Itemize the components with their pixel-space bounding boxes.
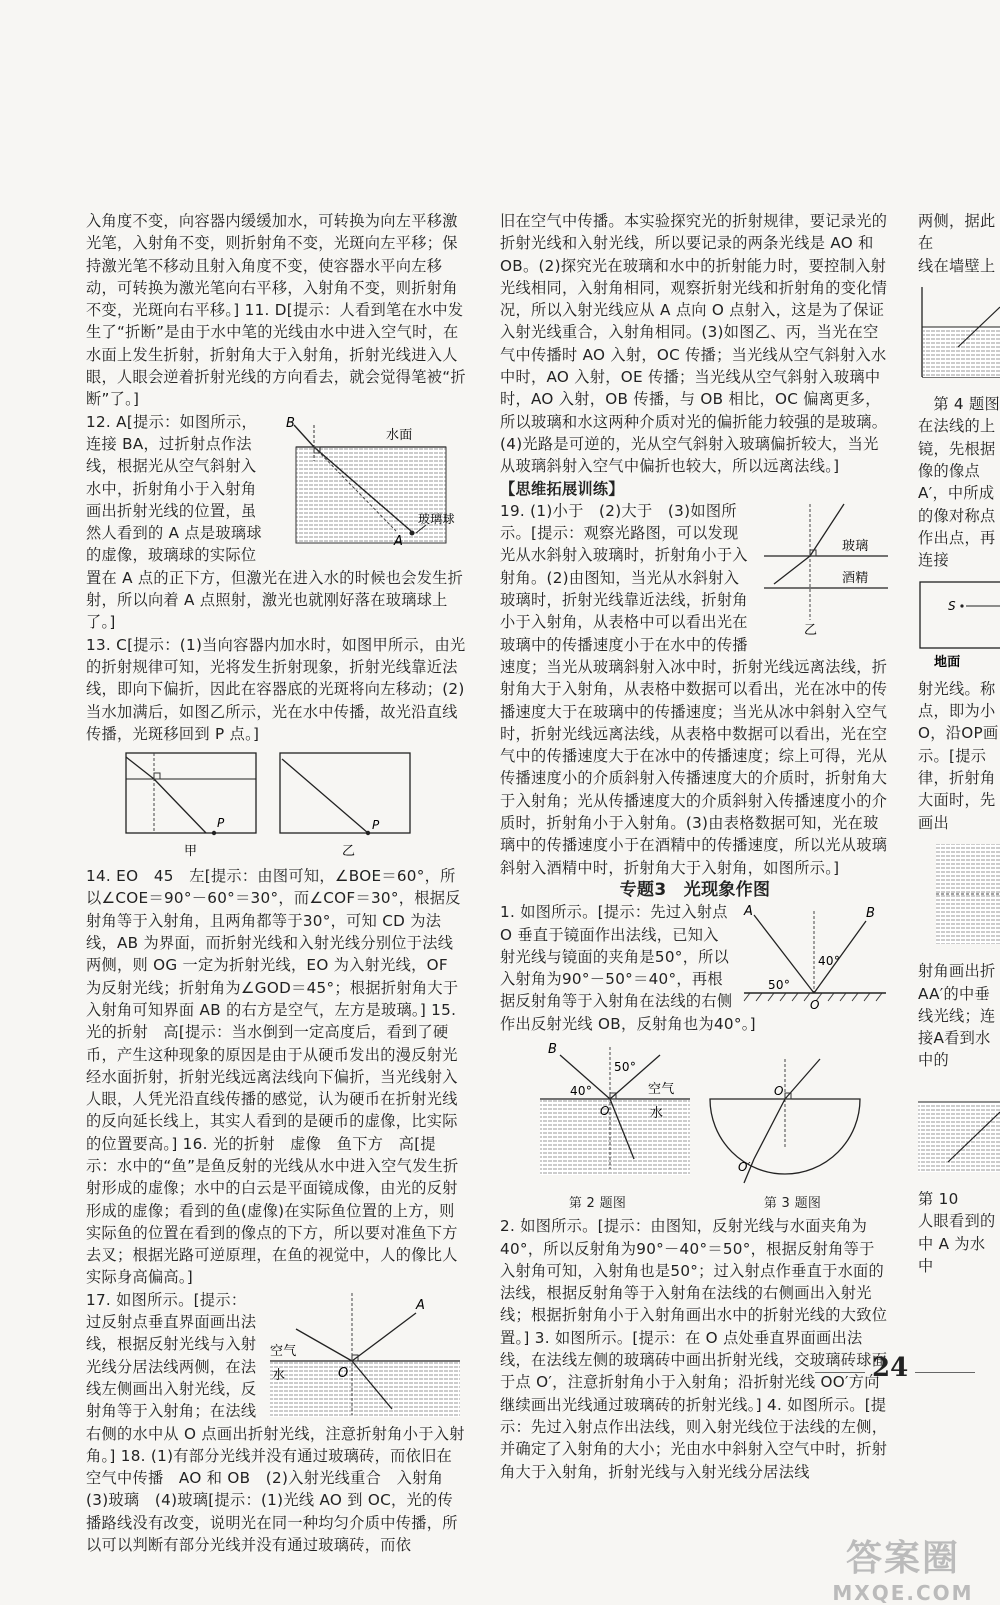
glass-ball — [410, 530, 415, 535]
label-o: O — [600, 1103, 610, 1118]
label-glass-ball: 玻璃球 — [418, 511, 455, 526]
figure-ground — [918, 572, 1000, 672]
angle-40: 40° — [570, 1083, 593, 1098]
caption-4: 第 4 题图 — [933, 395, 1000, 414]
figure-t9 — [918, 834, 1000, 954]
answer-text: 12. A[提示：如图所示，连接 BA，过折射点作法线，根据光从空气斜射入水中，折射角小于入射角画出折射光线的位置，虽然人看到的 A 点是玻璃球的虚像，玻璃球的实际位置在 A 点的正下方，但激光在进入水的时候也会发生折射，所以向着 A 点照射，激光也就刚好落在玻璃球上了。] — [86, 412, 464, 632]
label-o: O — [338, 1365, 349, 1381]
label-a: A — [416, 1297, 426, 1313]
column-2 — [500, 210, 890, 1483]
watermark-title: 答案圈 — [845, 1538, 960, 1579]
answer-text: 14. EO 45 左[提示：由图可知，∠BOE＝60°，所以∠COE＝90°－60°＝30°，而∠COF＝30°，根据反射角等于入射角，且两角都等于30°，可知 CD 为法线，AB 为界面，而折射光线和入射光线分别位于法线两侧，则 OG 一定为折射光线，EO 为入射光线，OF 为反射光线；折射角为∠GOD＝45°；根据折射角大于入射角可知界面 AB 的右方是空气，左方是玻璃。] 15. 光的折射 高[提示：当水倒到一定高度后，看到了硬币，产生这种现象的原因是由于从硬币发出的漫反射光经水面折射，折射光线远离法线向下偏折，当光线射入人眼，人凭光沿直线传播的感觉，认为硬币在折射光线的反向延长线上，其实人看到的是硬币的虚像，比实际的位置要高。] 16. 光的折射 虚像 鱼下方 高[提示：水中的“鱼”是鱼反射的光线从水中进入空气发生折射形成的虚像；水中的白云是平面镜成像，由光的反射形成的虚像；看到的鱼(虚像)在实际鱼位置的上方，则实际鱼的位置在看到的像点的下方，所以要对准鱼下方去叉；根据光路可逆原理，在鱼的视觉中，人的像比人实际身高偏高。] — [86, 867, 461, 1287]
label-water-surface: 水面 — [386, 427, 413, 443]
label-o: O — [810, 998, 820, 1012]
label-water: 水 — [650, 1105, 664, 1121]
answer-text: 13. C[提示：(1)当向容器内加水时，如图甲所示，由光的折射规律可知，光将发生折射现象，折射光线靠近法线，即向下偏折，因此在容器底的光斑将向左移动；(2)当水加满后，如图乙所示，光在水中传播，故光沿直线传播，光斑移回到 P 点。] — [86, 635, 466, 743]
figure-t1 — [740, 901, 890, 1011]
label-p-yi: P — [372, 818, 380, 833]
answer-text: 射光线。称点，即为小O，沿OP画示。[提示律，折射角大面时，先画出 — [918, 679, 999, 832]
figure-t4 — [918, 277, 1000, 387]
label-p-jia: P — [217, 816, 225, 831]
figure-q17 — [266, 1289, 466, 1419]
watermark-url: MXQE.COM — [832, 1581, 974, 1605]
label-s: S — [948, 598, 956, 613]
figure-q13 — [86, 749, 466, 861]
angle-50: 50° — [768, 978, 791, 993]
page-number: 24 — [872, 1353, 909, 1383]
label-a: A — [394, 533, 404, 549]
angle-40: 40° — [818, 954, 841, 969]
caption-10: 第 10 — [918, 1190, 959, 1209]
figure-t10 — [918, 1072, 1000, 1182]
figure-13-jia — [126, 753, 256, 859]
figure-13-yi — [280, 753, 410, 859]
figure-t2-t3 — [500, 1039, 890, 1189]
answer-text: 1. 如图所示。[提示：先过入射点 O 垂直于镜面作出法线，已知入射光线与镜面的夹角是50°，所以入射角为90°－50°＝40°，再根据反射角等于入射角在法线的右侧作出反射光线 OB，反射角也为40°。] — [500, 903, 756, 1033]
answer-text: 射角画出折AA′的中垂线光线；连接A看到水中的 — [918, 962, 996, 1070]
figure-q19 — [760, 500, 890, 640]
label-b: B — [286, 415, 296, 431]
angle-50: 50° — [614, 1059, 637, 1074]
caption-yi: 乙 — [804, 622, 818, 638]
label-glass: 玻璃 — [842, 538, 869, 554]
caption-2: 第 2 题图 — [568, 1195, 627, 1211]
topic-heading: 专题3 光现象作图 — [619, 879, 771, 900]
answer-text: 旧在空气中传播。本实验探究光的折射规律，要记录光的折射光线和入射光线，所以要记录的两条光线是 AO 和 OB。(2)探究光在玻璃和水中的折射能力时，要控制入射光线相同，入射角相同，观察折射光线和折射角的变化情况，所以入射光线应从 A 点向 O 点射入，这是为了保证入射光线重合，入射角相同。(3)如图乙、丙，当光在空气中传播时 AO 入射，OC 传播；当光线从空气斜射入水中时，AO 入射，OE 传播；当光线从空气斜射入玻璃中时，AO 入射，OB 传播，与 OB 相比，OC 偏离更多，所以玻璃和水这两种介质对光的偏折能力较强的是玻璃。(4)光路是可逆的，光从空气斜射入玻璃偏折较大，当光从玻璃斜射入空气中偏折也较大，所以远离法线。] — [500, 212, 888, 476]
caption-jia: 甲 — [184, 844, 198, 860]
label-o: O — [774, 1083, 784, 1098]
label-b: B — [866, 906, 876, 922]
water-tank — [296, 447, 446, 543]
section-heading: 【思维拓展训练】 — [500, 479, 624, 498]
figure-captions — [500, 1193, 890, 1215]
label-ground: 地面 — [934, 654, 961, 670]
answer-text: 2. 如图所示。[提示：由图知，反射光线与水面夹角为40°，所以反射角为90°－40°＝50°，根据反射角等于入射角可知，入射角也是50°；过入射点作垂直于水面的法线，根据反射角等于入射角在法线的右侧画出入射光线；根据折射角小于入射角画出水中的折射光线的大致位置。] 3. 如图所示。[提示：在 O 点处垂直界面画出法线，在法线左侧的玻璃砖中画出折射光线，交玻璃砖球面于点 O′，注意折射角小于入射角；沿折射光线 OO′方向继续画出光线通过玻璃砖的折射光线。] 4. 如图所示。[提示：先过入射点作出法线，则入射光线位于法线的左侧，并确定了入射角的大小；光由水中斜射入空气中时，折射角大于入射角，折射光线与入射光线分居法线 — [500, 1217, 888, 1481]
page-rule-right — [915, 1372, 975, 1373]
answer-text: 17. 如图所示。[提示：过反射点垂直界面画出法线，根据反射光线与入射光线分居法线两侧，在法线左侧画出入射光线，反射角等于入射角；在法线右侧的水中从 O 点画出折射光线，注意折射角小于入射角。] 18. (1)有部分光线并没有通过玻璃砖，而依旧在空气中传播 AO 和 OB (2)入射光线重合 入射角 (3)玻璃 (4)玻璃[提示：(1)光线 AO 到 OC，光的传播路线没有改变，说明光在同一种均匀介质中传播，所以可以判断有部分光线并没有通过玻璃砖，而依 — [86, 1290, 465, 1555]
answer-text: 人眼看到的中 A 为水中 — [918, 1212, 996, 1275]
answer-text: 19. (1)小于 (2)大于 (3)如图所示。[提示：观察光路图，可以发现光从水斜射入玻璃时，折射角小于入射角。(2)由图知，当光从水斜射入玻璃时，折射光线靠近法线，折射角小于入射角，从表格中可以看出光在玻璃中的传播速度小于在水中的传播速度；当光从玻璃斜射入冰中时，折射光线远离法线，折射角大于入射角，从表格中数据可以看出，光在冰中的传播速度大于在玻璃中的传播速度；当光从冰中斜射入空气时，折射光线远离法线，从表格中数据可以看出，光在空气中的传播速度大于在冰中的传播速度；综上可得，光从传播速度小的介质斜射入传播速度大的介质时，折射角大于入射角；光从传播速度大的介质斜射入传播速度小的介质时，折射角小于入射角。(3)由表格数据可知，光在玻璃中的传播速度小于在酒精中的传播速度，所以光从玻璃斜射入酒精中时，折射角大于入射角，如图所示。] — [500, 501, 888, 877]
answer-text: 线在墙壁上 — [918, 256, 996, 275]
caption-3: 第 3 题图 — [763, 1195, 822, 1211]
caption-yi: 乙 — [342, 844, 356, 860]
label-air: 空气 — [648, 1081, 675, 1097]
column-3 — [918, 210, 1000, 1390]
figure-t2 — [540, 1042, 690, 1175]
label-water: 水 — [272, 1367, 286, 1383]
label-a: A — [744, 904, 754, 920]
page-rule-left — [815, 1372, 865, 1373]
label-alcohol: 酒精 — [842, 570, 869, 586]
label-o-prime: O′ — [738, 1159, 751, 1174]
answer-text: 两侧，据此在 — [918, 212, 996, 253]
figure-t3 — [710, 1059, 860, 1183]
figure-q12 — [276, 411, 466, 551]
answer-text: 在法线的上镜，先根据像的像点A′，中所成的像对称点作出点，再连接 — [918, 417, 996, 570]
incident-ray — [294, 425, 314, 447]
column-1 — [86, 210, 466, 1556]
answer-text: 入角度不变，向容器内缓缓加水，可转换为向左平移激光笔，入射角不变，则折射角不变，光斑向左平移；保持激光笔不移动且射入角度不变，使容器水平向左移动，可转换为激光笔向右平移，入射角不变，则折射角不变，光斑向右平移。] 11. D[提示：人看到笔在水中发生了“折断”是由于水中笔的光线由水中进入空气时，在水面上发生折射，折射角大于入射角，折射光线进入人眼，人眼会逆着折射光线的方向看去，就会觉得笔被“折断”了。] — [86, 212, 466, 409]
label-air: 空气 — [270, 1343, 297, 1359]
label-b: B — [548, 1041, 558, 1057]
watermark — [818, 1530, 988, 1605]
